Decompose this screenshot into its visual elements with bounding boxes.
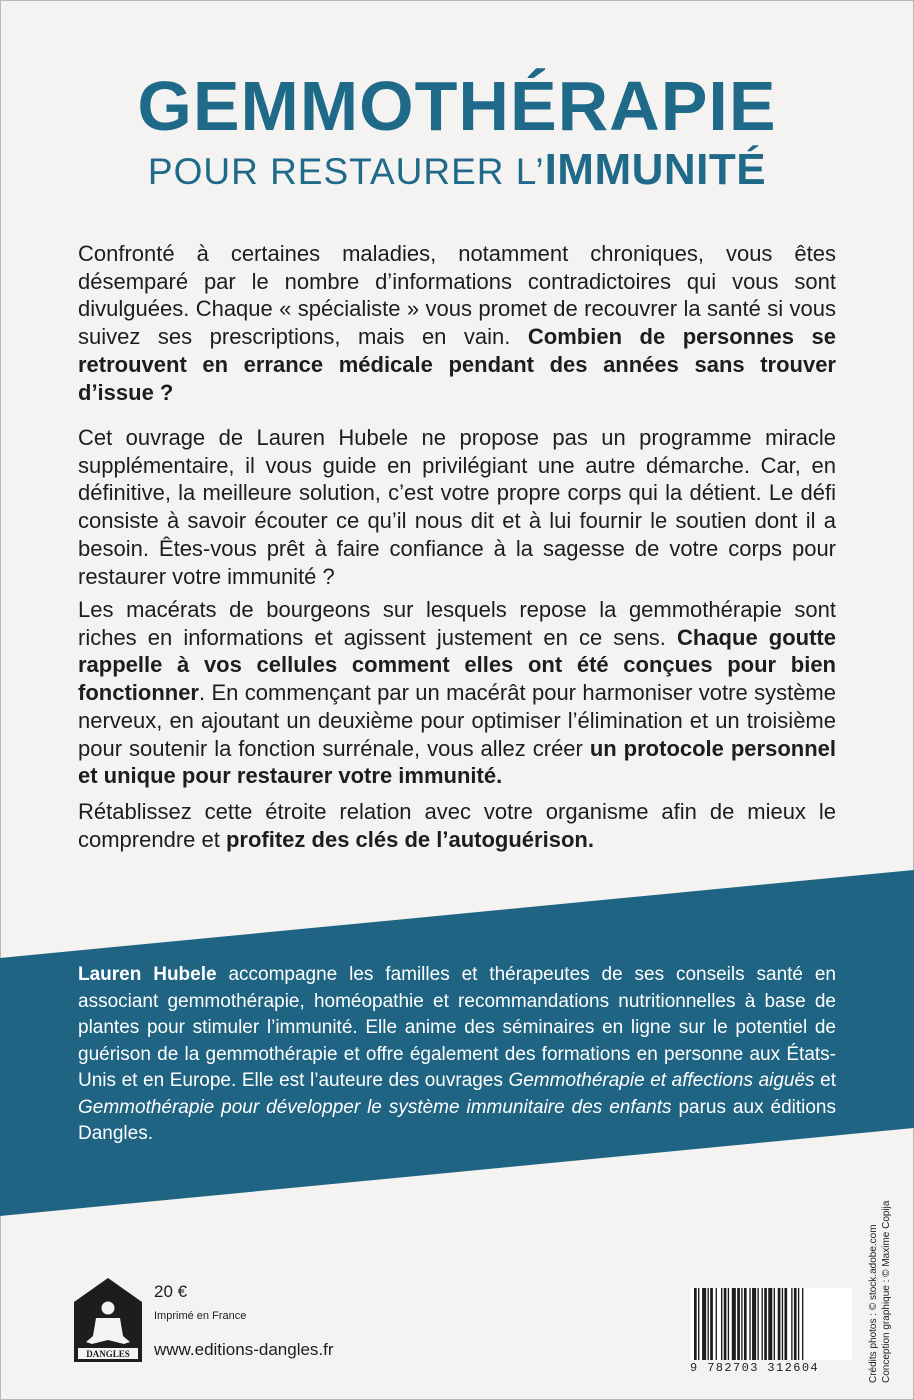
- blurb-4-bold: profitez des clés de l’autoguérison.: [225, 826, 594, 852]
- isbn-barcode: [690, 1288, 852, 1360]
- barcode-bar: [716, 1288, 717, 1360]
- book-title-2: Gemmothérapie pour développer le système immunitaire des enfants: [78, 1096, 672, 1118]
- book-title: GEMMOTHÉRAPIE: [137, 67, 777, 145]
- barcode-bar: [749, 1288, 750, 1360]
- blurb-3-bold-2: un protocole personnel et unique pour restaurer votre immunité.: [78, 735, 837, 789]
- blurb-4-text: Rétablissez cette étroite relation avec votre organisme afin de mieux le comprendre et: [78, 799, 836, 852]
- price: 20 €: [154, 1282, 188, 1301]
- author-name: Lauren Hubele: [78, 964, 217, 985]
- subtitle-prefix: POUR RESTAURER L’: [147, 151, 545, 192]
- barcode-bar: [728, 1288, 729, 1360]
- logo-figure-head: [102, 1302, 115, 1315]
- barcode-bar: [710, 1288, 713, 1360]
- barcode-bar: [784, 1288, 787, 1360]
- author-bio: [78, 962, 836, 1148]
- bio-text-1: accompagne les familles et thérapeutes de ses conseils santé en associant gemmothérapie, homéopathie et recommandations nutritionnelles à base de plantes pour stimuler l’immunité. Elle anime des séminaires en ligne sur le potentiel de guérison de la gemmothérapie et offre également des formations en personne aux États-Unis et en Europe. Elle est l’auteure des ouvrages: [78, 964, 836, 1091]
- barcode-bar: [768, 1288, 772, 1360]
- publisher-website[interactable]: www.editions-dangles.fr: [154, 1340, 334, 1359]
- blurb-paragraph-3: [78, 596, 836, 790]
- barcode-bar: [764, 1288, 767, 1360]
- barcode-bar: [708, 1288, 709, 1360]
- barcode-bar: [762, 1288, 763, 1360]
- barcode-bar: [724, 1288, 727, 1360]
- logo-wordmark: DANGLES: [86, 1349, 130, 1359]
- blurb-2-text: Cet ouvrage de Lauren Hubele ne propose pas un programme miracle supplémentaire, il vous guide en privilégiant une autre démarche. Car, en définitive, la meilleure solution, c’est votre propre corps qui la détient. Le défi consiste à savoir écouter ce qu’il nous dit et à lui fournir le soutien dont il a besoin. Êtes-vous prêt à faire confiance à la sagesse de votre corps pour restaurer votre immunité ?: [78, 425, 836, 589]
- barcode-bar: [694, 1288, 697, 1360]
- image-credits: [867, 1133, 893, 1383]
- isbn-number: 9 782703 312604: [690, 1361, 820, 1375]
- barcode-bar: [741, 1288, 742, 1360]
- credits-design: Conception graphique : © Maxime Copija: [881, 1200, 892, 1383]
- barcode-bar: [721, 1288, 722, 1360]
- barcode-bar: [798, 1288, 799, 1360]
- blurb-3-text-2: . En commençant par un macérât pour harmoniser votre système nerveux, en ajoutant un deuxième pour optimiser l’élimination et un troisième pour soutenir la fonction surrénale, vous allez créer: [78, 680, 836, 761]
- barcode-bar: [802, 1288, 803, 1360]
- blurb-paragraph-2: [78, 424, 836, 590]
- blurb-3-bold-1: Chaque goutte rappelle à vos cellules comment elles ont été conçues pour bien fonctionner: [78, 624, 836, 706]
- barcode-bar: [791, 1288, 792, 1360]
- barcode-bar: [782, 1288, 783, 1360]
- subtitle-emphasis: IMMUNITÉ: [544, 145, 767, 194]
- blurb-paragraph-1: [78, 240, 836, 406]
- barcode-bar: [774, 1288, 775, 1360]
- credits-photos: Crédits photos : © stock.adobe.com: [868, 1224, 879, 1383]
- dangles-logo: [74, 1278, 142, 1362]
- barcode-bar: [778, 1288, 781, 1360]
- barcode-bar: [737, 1288, 740, 1360]
- barcode-bar: [702, 1288, 706, 1360]
- blurb-paragraph-4: [78, 798, 836, 853]
- blurb-1-text: Confronté à certaines maladies, notamment chroniques, vous êtes désemparé par le nombre d’informations contradictoires qui vous sont divulguées. Chaque « spécialiste » vous promet de recouvrer la santé si vous suivez ses prescriptions, mais en vain.: [78, 241, 836, 350]
- barcode-bar: [752, 1288, 756, 1360]
- barcode-bar: [698, 1288, 699, 1360]
- barcode-bar: [794, 1288, 797, 1360]
- barcode-bar: [744, 1288, 747, 1360]
- barcode-bar: [757, 1288, 758, 1360]
- blurb-1-bold: Combien de personnes se retrouvent en errance médicale pendant des années sans trouver d’issue ?: [78, 324, 836, 405]
- bio-text-2: et: [814, 1070, 836, 1091]
- book-subtitle: [0, 146, 914, 196]
- blurb-3-text-1: Les macérats de bourgeons sur lesquels repose la gemmothérapie sont riches en informations et agissent justement en ce sens.: [78, 597, 836, 650]
- barcode-bar: [732, 1288, 736, 1360]
- bio-text-3: parus aux éditions Dangles.: [78, 1096, 836, 1144]
- printed-in-france: Imprimé en France: [154, 1310, 247, 1322]
- book-title-1: Gemmothérapie et affections aiguës: [508, 1070, 815, 1091]
